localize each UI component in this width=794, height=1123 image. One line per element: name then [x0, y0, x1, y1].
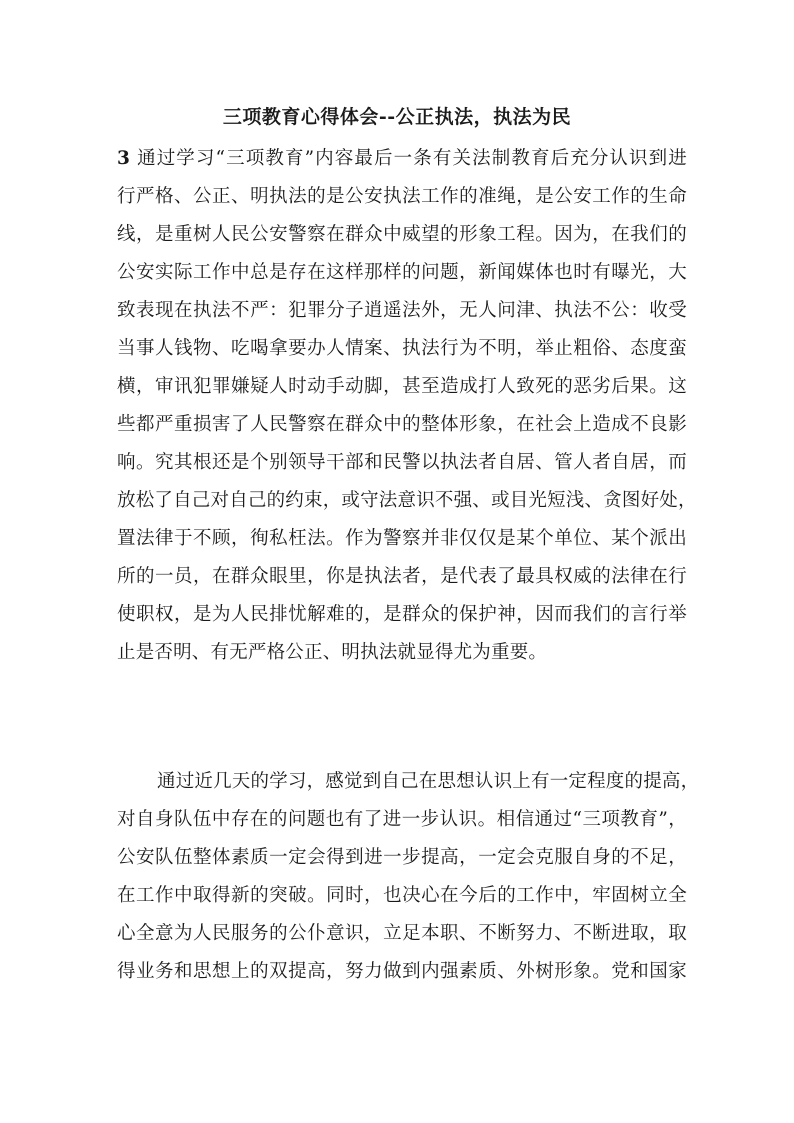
paragraph-line: 对自身队伍中存在的问题也有了进一步认识。相信通过“三项教育”，	[117, 809, 687, 830]
document-title: 三项教育心得体会--公正执法，执法为民	[222, 106, 572, 128]
paragraph-line: 止是否明、有无严格公正、明执法就显得尤为重要。	[117, 642, 548, 663]
paragraph-line: 公安队伍整体素质一定会得到进一步提高，一定会克服自身的不足，	[117, 847, 687, 868]
paragraph-line: 线，是重树人民公安警察在群众中威望的形象工程。因为，在我们的	[117, 224, 687, 245]
paragraph-line: 横，审讯犯罪嫌疑人时动手动脚，甚至造成打人致死的恶劣后果。这	[117, 376, 687, 397]
paragraph-line	[117, 146, 687, 172]
paragraph-line: 行严格、公正、明执法的是公安执法工作的准绳，是公安工作的生命	[117, 186, 687, 207]
paragraph-line: 心全意为人民服务的公仆意识，立足本职、不断努力、不断进取，取	[117, 923, 687, 944]
paragraph-line: 所的一员，在群众眼里，你是执法者，是代表了最具权威的法律在行	[117, 566, 687, 587]
paragraph-line: 公安实际工作中总是存在这样那样的问题，新闻媒体也时有曝光，大	[117, 262, 687, 283]
paragraph-line: 通过近几天的学习，感觉到自己在思想认识上有一定程度的提高，	[157, 771, 700, 792]
paragraph-line: 致表现在执法不严：犯罪分子逍遥法外，无人问津、执法不公：收受	[117, 300, 687, 321]
paragraph-line: 些都严重损害了人民警察在群众中的整体形象，在社会上造成不良影	[117, 414, 687, 435]
paragraph-line: 响。究其根还是个别领导干部和民警以执法者自居、管人者自居，而	[117, 452, 687, 473]
paragraph-line: 在工作中取得新的突破。同时，也决心在今后的工作中，牢固树立全	[117, 885, 687, 906]
paragraph-line: 放松了自己对自己的约束，或守法意识不强、或目光短浅、贪图好处，	[117, 490, 697, 511]
paragraph-text: 通过学习“三项教育”内容最后一条有关法制教育后充分认识到进	[130, 148, 687, 169]
paragraph-line: 置法律于不顾，徇私枉法。作为警察并非仅仅是某个单位、某个派出	[117, 528, 687, 549]
paragraph-number: 3	[117, 148, 131, 169]
paragraph-line: 使职权，是为人民排忧解难的，是群众的保护神，因而我们的言行举	[117, 604, 687, 625]
paragraph-line: 得业务和思想上的双提高，努力做到内强素质、外树形象。党和国家	[117, 961, 687, 982]
paragraph-line: 当事人钱物、吃喝拿要办人情案、执法行为不明，举止粗俗、态度蛮	[117, 338, 687, 359]
